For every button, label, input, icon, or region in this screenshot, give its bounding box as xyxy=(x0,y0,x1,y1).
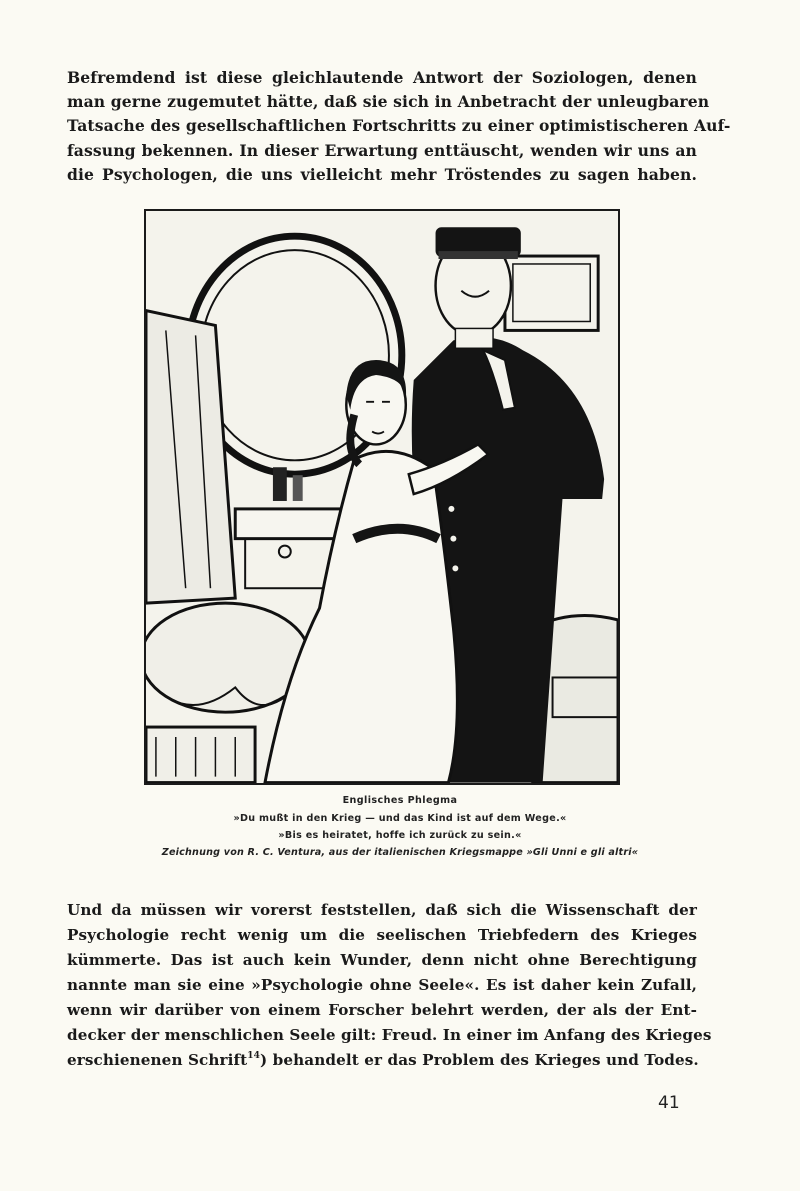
caption-quote-1: »Du mußt in den Krieg — und das Kind ist auf dem Wege.« xyxy=(233,813,567,824)
page-number: 41 xyxy=(658,1093,680,1113)
last-line-start: erschienenen Schrift xyxy=(67,1051,248,1069)
paragraph-line: die Psychologen, die uns vielleicht mehr Tröstendes zu sagen haben. xyxy=(67,164,697,184)
paragraph-line: Befremdend ist diese gleichlautende Antwort der Soziologen, denen xyxy=(67,68,697,87)
paragraph-line: nannte man sie eine »Psychologie ohne Seele«. Es ist daher kein Zufall, xyxy=(67,976,697,994)
paragraph-line: kümmerte. Das ist auch kein Wunder, denn nicht ohne Berechtigung xyxy=(67,951,697,969)
caption-credit: Zeichnung von R. C. Ventura, aus der italienischen Kriegsmappe »Gli Unni e gli altri« xyxy=(161,847,639,858)
paragraph-line: decker der menschlichen Seele gilt: Freud. In einer im Anfang des Krieges xyxy=(67,1026,712,1044)
paragraph-line: Psychologie recht wenig um die seelischen Triebfedern des Krieges xyxy=(67,926,697,944)
paragraph-line: Und da müssen wir vorerst feststellen, daß sich die Wissenschaft der xyxy=(67,901,697,919)
paragraph-line: man gerne zugemutet hätte, daß sie sich in Anbetracht der unleugbaren xyxy=(67,92,710,112)
paragraph-1 xyxy=(67,66,731,187)
caption-quote-2: »Bis es heiratet, hoffe ich zurück zu sein.« xyxy=(278,830,522,841)
paragraph-line: wenn wir darüber von einem Forscher belehrt werden, der als der Ent- xyxy=(67,1001,697,1019)
paragraph-line: Tatsache des gesellschaftlichen Fortschritts zu einer optimistischeren Auf- xyxy=(67,116,731,136)
last-line-end: ) behandelt er das Problem des Krieges und Todes. xyxy=(260,1051,699,1069)
illustration xyxy=(144,209,620,785)
paragraph-2 xyxy=(67,898,712,1073)
caption-title: Englisches Phlegma xyxy=(342,795,458,806)
paragraph-last-line xyxy=(67,1048,697,1073)
footnote-reference[interactable]: 14 xyxy=(247,1051,260,1061)
illustration-drawing xyxy=(146,211,618,783)
paragraph-line: fassung bekennen. In dieser Erwartung enttäuscht, wenden wir uns an xyxy=(67,140,697,160)
